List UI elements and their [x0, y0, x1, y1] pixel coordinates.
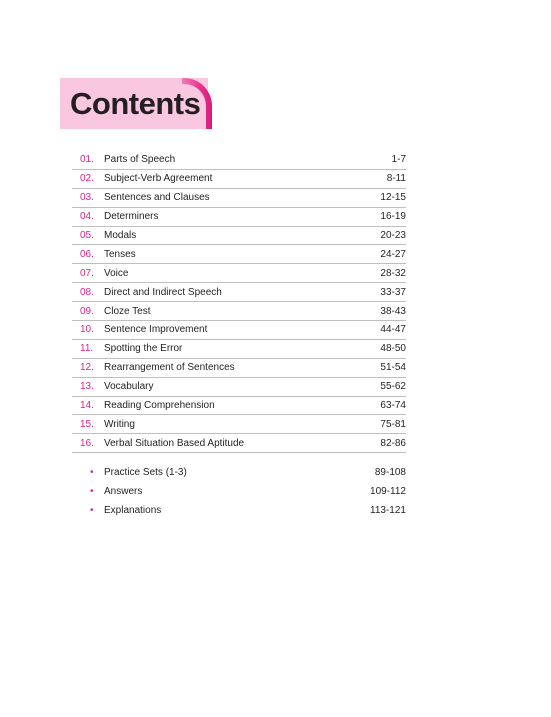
- page-title: Contents: [70, 86, 201, 121]
- bullet-icon: •: [90, 485, 94, 497]
- chapter-number: 04.: [80, 211, 94, 223]
- toc-row[interactable]: [72, 227, 406, 246]
- extra-pages: 113-121: [370, 504, 406, 516]
- chapter-number: 16.: [80, 437, 94, 449]
- toc-row[interactable]: [72, 245, 406, 264]
- toc-row[interactable]: [72, 415, 406, 434]
- toc-row[interactable]: [72, 340, 406, 359]
- chapter-number: 15.: [80, 418, 94, 430]
- chapter-pages: 44-47: [380, 324, 406, 336]
- chapter-title: Rearrangement of Sentences: [104, 362, 235, 374]
- chapter-pages: 20-23: [380, 230, 406, 241]
- chapter-number: 07.: [80, 267, 94, 279]
- chapter-number: 12.: [80, 362, 94, 374]
- extra-pages: 109-112: [370, 485, 406, 497]
- extra-title: Explanations: [104, 504, 162, 516]
- chapter-title: Reading Comprehension: [104, 400, 215, 412]
- chapter-pages: 38-43: [380, 305, 406, 317]
- contents-heading-block: [60, 78, 212, 129]
- chapter-number: 05.: [80, 230, 94, 241]
- chapter-pages: 33-37: [380, 286, 406, 298]
- chapter-number: 01.: [80, 154, 94, 166]
- chapter-number: 03.: [80, 192, 94, 204]
- chapter-title: Modals: [104, 230, 137, 241]
- bullet-icon: •: [90, 466, 94, 478]
- chapter-title: Sentence Improvement: [104, 324, 208, 336]
- chapter-number: 06.: [80, 248, 94, 260]
- chapter-pages: 16-19: [380, 211, 406, 223]
- toc-row[interactable]: [72, 283, 406, 302]
- chapter-title: Verbal Situation Based Aptitude: [104, 437, 245, 449]
- toc-row[interactable]: [72, 170, 406, 189]
- chapter-title: Spotting the Error: [104, 343, 183, 355]
- supplementary-list: [72, 463, 406, 520]
- table-of-contents: [72, 151, 406, 453]
- chapter-pages: 12-15: [380, 192, 406, 204]
- chapter-title: Tenses: [104, 248, 136, 260]
- chapter-pages: 82-86: [380, 437, 406, 449]
- chapter-pages: 1-7: [391, 154, 406, 166]
- toc-row[interactable]: [72, 378, 406, 397]
- chapter-title: Vocabulary: [104, 381, 154, 393]
- chapter-number: 08.: [80, 286, 94, 298]
- chapter-number: 13.: [80, 381, 94, 393]
- chapter-pages: 28-32: [380, 267, 406, 279]
- bullet-icon: •: [90, 504, 94, 516]
- chapter-pages: 55-62: [380, 381, 406, 393]
- toc-row[interactable]: [72, 359, 406, 378]
- toc-row[interactable]: [72, 434, 406, 453]
- chapter-title: Subject-Verb Agreement: [104, 173, 213, 185]
- chapter-pages: 51-54: [380, 362, 406, 374]
- toc-row[interactable]: [72, 397, 406, 416]
- chapter-number: 02.: [80, 173, 94, 185]
- chapter-pages: 24-27: [380, 248, 406, 260]
- extra-title: Answers: [104, 485, 143, 497]
- chapter-pages: 75-81: [380, 418, 406, 430]
- toc-row[interactable]: [72, 264, 406, 283]
- chapter-pages: 48-50: [380, 343, 406, 355]
- chapter-pages: 8-11: [386, 173, 406, 185]
- toc-row[interactable]: [72, 321, 406, 340]
- extra-row[interactable]: [72, 463, 406, 482]
- chapter-number: 10.: [80, 324, 94, 336]
- chapter-title: Determiners: [104, 211, 159, 223]
- extra-pages: 89-108: [374, 466, 406, 478]
- chapter-title: Cloze Test: [104, 305, 151, 317]
- toc-row[interactable]: [72, 189, 406, 208]
- extra-title: Practice Sets (1-3): [104, 466, 187, 478]
- extra-row[interactable]: [72, 482, 406, 501]
- chapter-number: 14.: [80, 400, 94, 412]
- extra-row[interactable]: [72, 501, 406, 520]
- chapter-number: 11.: [80, 343, 94, 355]
- chapter-title: Direct and Indirect Speech: [104, 286, 222, 298]
- chapter-number: 09.: [80, 305, 94, 317]
- chapter-pages: 63-74: [380, 400, 406, 412]
- chapter-title: Parts of Speech: [104, 154, 176, 166]
- toc-row[interactable]: [72, 302, 406, 321]
- toc-row[interactable]: [72, 151, 406, 170]
- chapter-title: Writing: [104, 418, 135, 430]
- chapter-title: Voice: [104, 267, 129, 279]
- chapter-title: Sentences and Clauses: [104, 192, 210, 204]
- toc-row[interactable]: [72, 208, 406, 227]
